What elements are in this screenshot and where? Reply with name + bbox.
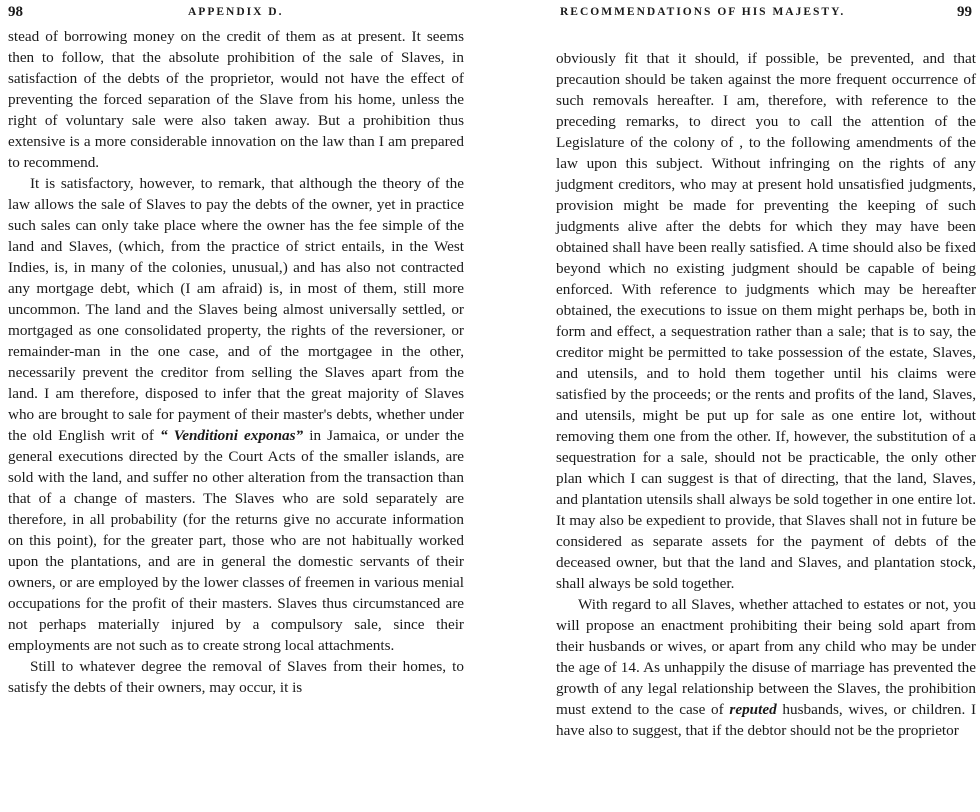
paragraph-text: It is satisfactory, however, to remark, that although the theory of the law allows the sale of Slaves to pay the debts of the owner, yet in practice such sales can only take place where the owner has the fee simple of the land and Slaves, (which, from the practice of strict entails, in the West Indies, is, in many of the colonies, unusual,) and has also not contracted any mortgage debt, which (I am afraid) is, in most of them, still more uncommon. The land and the Slaves being almost universally settled, or mortgaged as one consolidated property, the rights of the reversioner, or remainder-man in the one case, and of the mortgagee in the other, necessarily prevent the creditor from selling the Slaves apart from the land. I am therefore, disposed to infer that the great majority of Slaves who are brought to sale for payment of their master's debts, whether under the old English writ of: [8, 175, 464, 444]
paragraph: [556, 594, 976, 741]
left-page-body: [8, 26, 464, 698]
paragraph-text: obviously fit that it should, if possible, be prevented, and that precaution should be taken against the more frequent occurrence of such removals hereafter. I am, therefore, with reference to the preceding remarks, to direct you to call the attention of the Legislature of the colony of: [556, 50, 976, 151]
paragraph-text: in Jamaica, or under the general executions directed by the Court Acts of the smaller islands, are sold with the land, and suffer no other alteration from the transaction than that of a change of masters. The Slaves who are sold separately are therefore, in all probability (for the returns give no accurate information on this point), for the greater part, those who are not habitually worked upon the plantations, and are in general the domestic servants of their owners, or are employed by the lower classes of freemen in various menial occupations for the profit of their masters. Slaves thus circumstanced are not perhaps materially injured by a compulsory sale, since their employments are not such as to create strong local attachments.: [8, 427, 465, 654]
page-number: 98: [8, 4, 23, 20]
right-page: [500, 0, 980, 812]
paragraph-text: With regard to all Slaves, whether attached to estates or not, you will propose an enactment prohibiting their being sold apart from their husbands or wives, or apart from any child who may be under the age of 14. As unhappily the disuse of marriage has prevented the growth of any legal relationship between the Slaves, the prohibition must extend to the case of: [556, 596, 976, 718]
paragraph: [8, 173, 464, 656]
right-page-body: [556, 48, 976, 741]
right-page-header: [560, 4, 972, 24]
gutter: [470, 0, 500, 812]
paragraph-text: , to the following amendments of the law upon this subject. Without infringing on the rights of any judgment creditors, who may at present hold unsatisfied judgments, provision might be made for preventing the keeping of such judgments alive after the debts for which they may have been obtained shall have been really satisfied. A time should also be fixed beyond which no existing judgment should be capable of being enforced. With reference to judgments which may be hereafter obtained, the executions to issue on them might perhaps be, both in form and effect, a sequestration rather than a sale; that is to say, the creditor might be permitted to take possession of the estate, Slaves, and utensils, and to hold them together until his claims were satisfied by the proceeds; or the rents and profits of the land, Slaves, and utensils, might be put up for sale as one entire lot, without removing them one from the other. If, however, the substitution of a sequestration for a sale, should not be practicable, the only other plan which I can suggest is that of directing, that the land, Slaves, and plantation utensils shall always be sold together in one entire lot. It may also be expedient to provide, that Slaves shall not in future be considered as separate assets for the payment of debts of the deceased owner, but that the land and Slaves, and plantation stock, shall always be sold together.: [556, 134, 976, 592]
emphasis: reputed: [729, 701, 777, 718]
running-head: RECOMMENDATIONS OF HIS MAJESTY.: [560, 6, 846, 18]
left-page-header: [8, 4, 458, 24]
paragraph: [556, 48, 976, 594]
paragraph: stead of borrowing money on the credit of them as at present. It seems then to follow, that the absolute prohibition of the sale of Slaves, in satisfaction of the debts of the proprietor, would not have the effect of preventing the forced separation of the Slave from his home, unless the right of voluntary sale were also taken away. But a prohibition thus extensive is a more considerable innovation on the law than I am prepared to recommend.: [8, 28, 464, 171]
page-number: 99: [957, 4, 972, 20]
left-page: [0, 0, 470, 812]
paragraph: Still to whatever degree the removal of Slaves from their homes, to satisfy the debts of their owners, may occur, it is: [8, 658, 464, 696]
running-head: APPENDIX D.: [188, 6, 284, 18]
paragraph-text: husbands, wives, or children. I have also to suggest, that if the debtor should not be the proprietor: [556, 701, 977, 739]
latin-quote: “ Venditioni exponas”: [160, 427, 304, 444]
